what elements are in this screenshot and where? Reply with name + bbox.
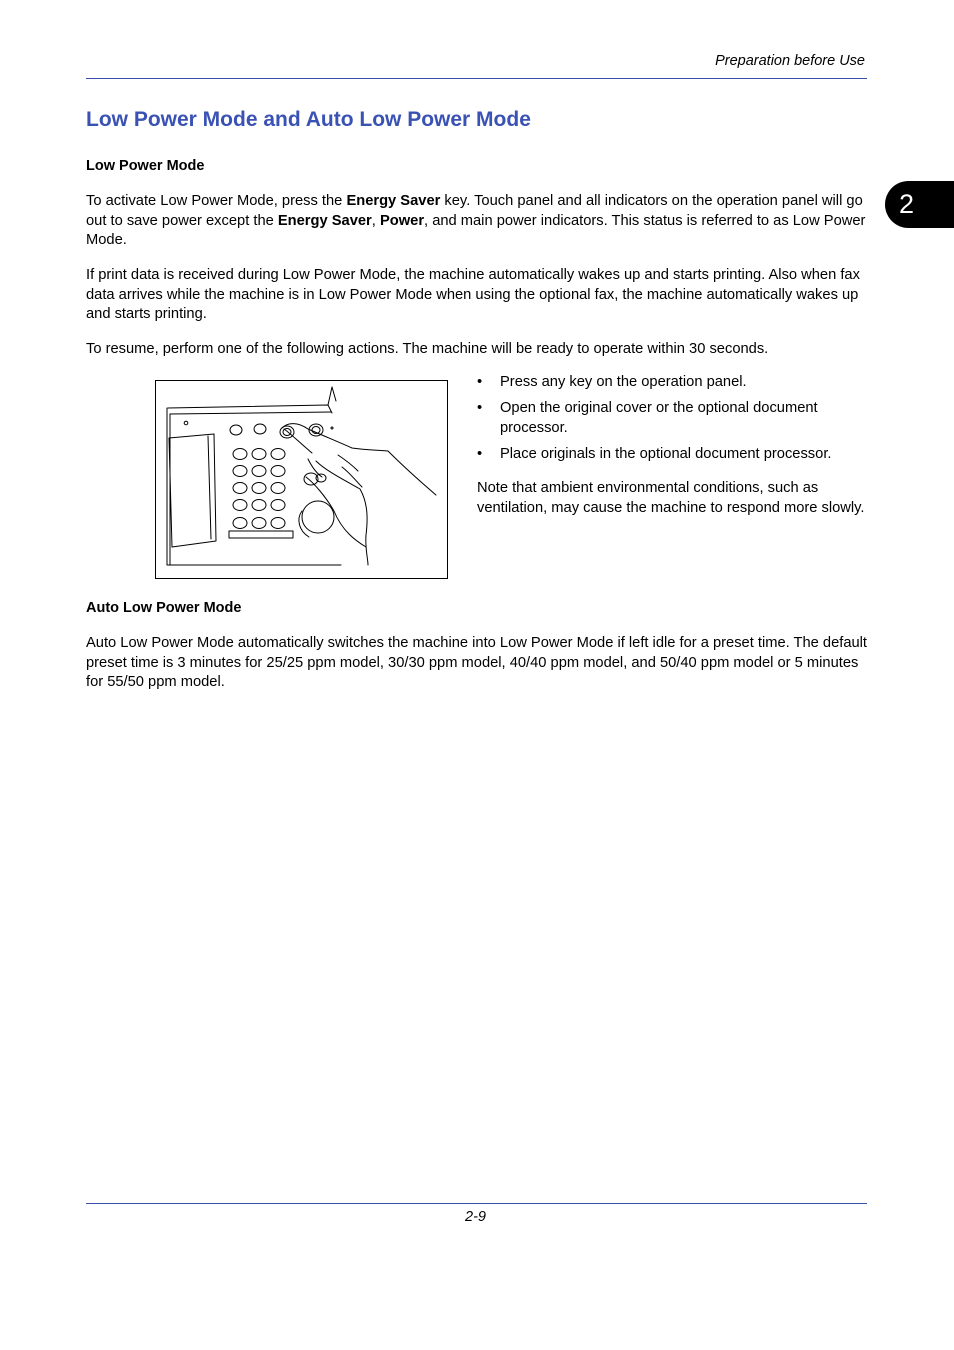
- list-item: • Open the original cover or the optional document processor.: [477, 400, 818, 436]
- bullet: •: [477, 445, 483, 462]
- page-number: 2-9: [465, 1209, 486, 1225]
- section-heading-auto-low-power-mode: Auto Low Power Mode: [86, 600, 242, 616]
- bullet: •: [477, 374, 483, 390]
- resume-actions-list: [477, 373, 877, 471]
- energy-saver-key-text: Energy Saver: [346, 193, 441, 209]
- note-paragraph: Note that ambient environmental conditions, such as ventilation, may cause the machine to respond more slowly.: [477, 480, 865, 516]
- paragraph-print-data: If print data is received during Low Power Mode, the machine automatically wakes up and starts printing. Also when fax data arrives while the machine is in Low Power Mode when using the optional fax, the machine automatically wakes up and starts printing.: [86, 267, 860, 322]
- power-key-text: Power: [379, 212, 425, 229]
- chapter-tab: 2: [885, 181, 954, 228]
- header-rule: [86, 78, 867, 79]
- energy-saver-key-text: Energy Saver: [277, 212, 372, 229]
- footer-rule: [86, 1203, 867, 1204]
- page-title: Low Power Mode and Auto Low Power Mode: [86, 108, 531, 131]
- operation-panel-illustration: [155, 380, 448, 579]
- running-header: Preparation before Use: [715, 53, 865, 69]
- list-item: • Press any key on the operation panel.: [477, 373, 877, 393]
- paragraph-resume: To resume, perform one of the following actions. The machine will be ready to operate within 30 seconds.: [86, 341, 769, 357]
- paragraph-activate: To activate Low Power Mode, press the Energy Saver key. Touch panel and all indicators on the operation panel will go out to save power except the Energy Saver, Power, and main power indicators. This status is referred to as Low Power Mode.: [86, 193, 866, 248]
- paragraph-auto-low-power: Auto Low Power Mode automatically switches the machine into Low Power Mode if left idle for a preset time. The default preset time is 3 minutes for 25/25 ppm model, 30/30 ppm model, 40/40 ppm model, and 50/40 ppm model or 5 minutes for 55/50 ppm model.: [86, 635, 868, 690]
- bullet: •: [477, 400, 483, 416]
- list-item: • Place originals in the optional document processor.: [477, 445, 877, 465]
- section-heading-low-power-mode: Low Power Mode: [86, 158, 205, 174]
- hand-pressing-key-icon: [156, 381, 447, 578]
